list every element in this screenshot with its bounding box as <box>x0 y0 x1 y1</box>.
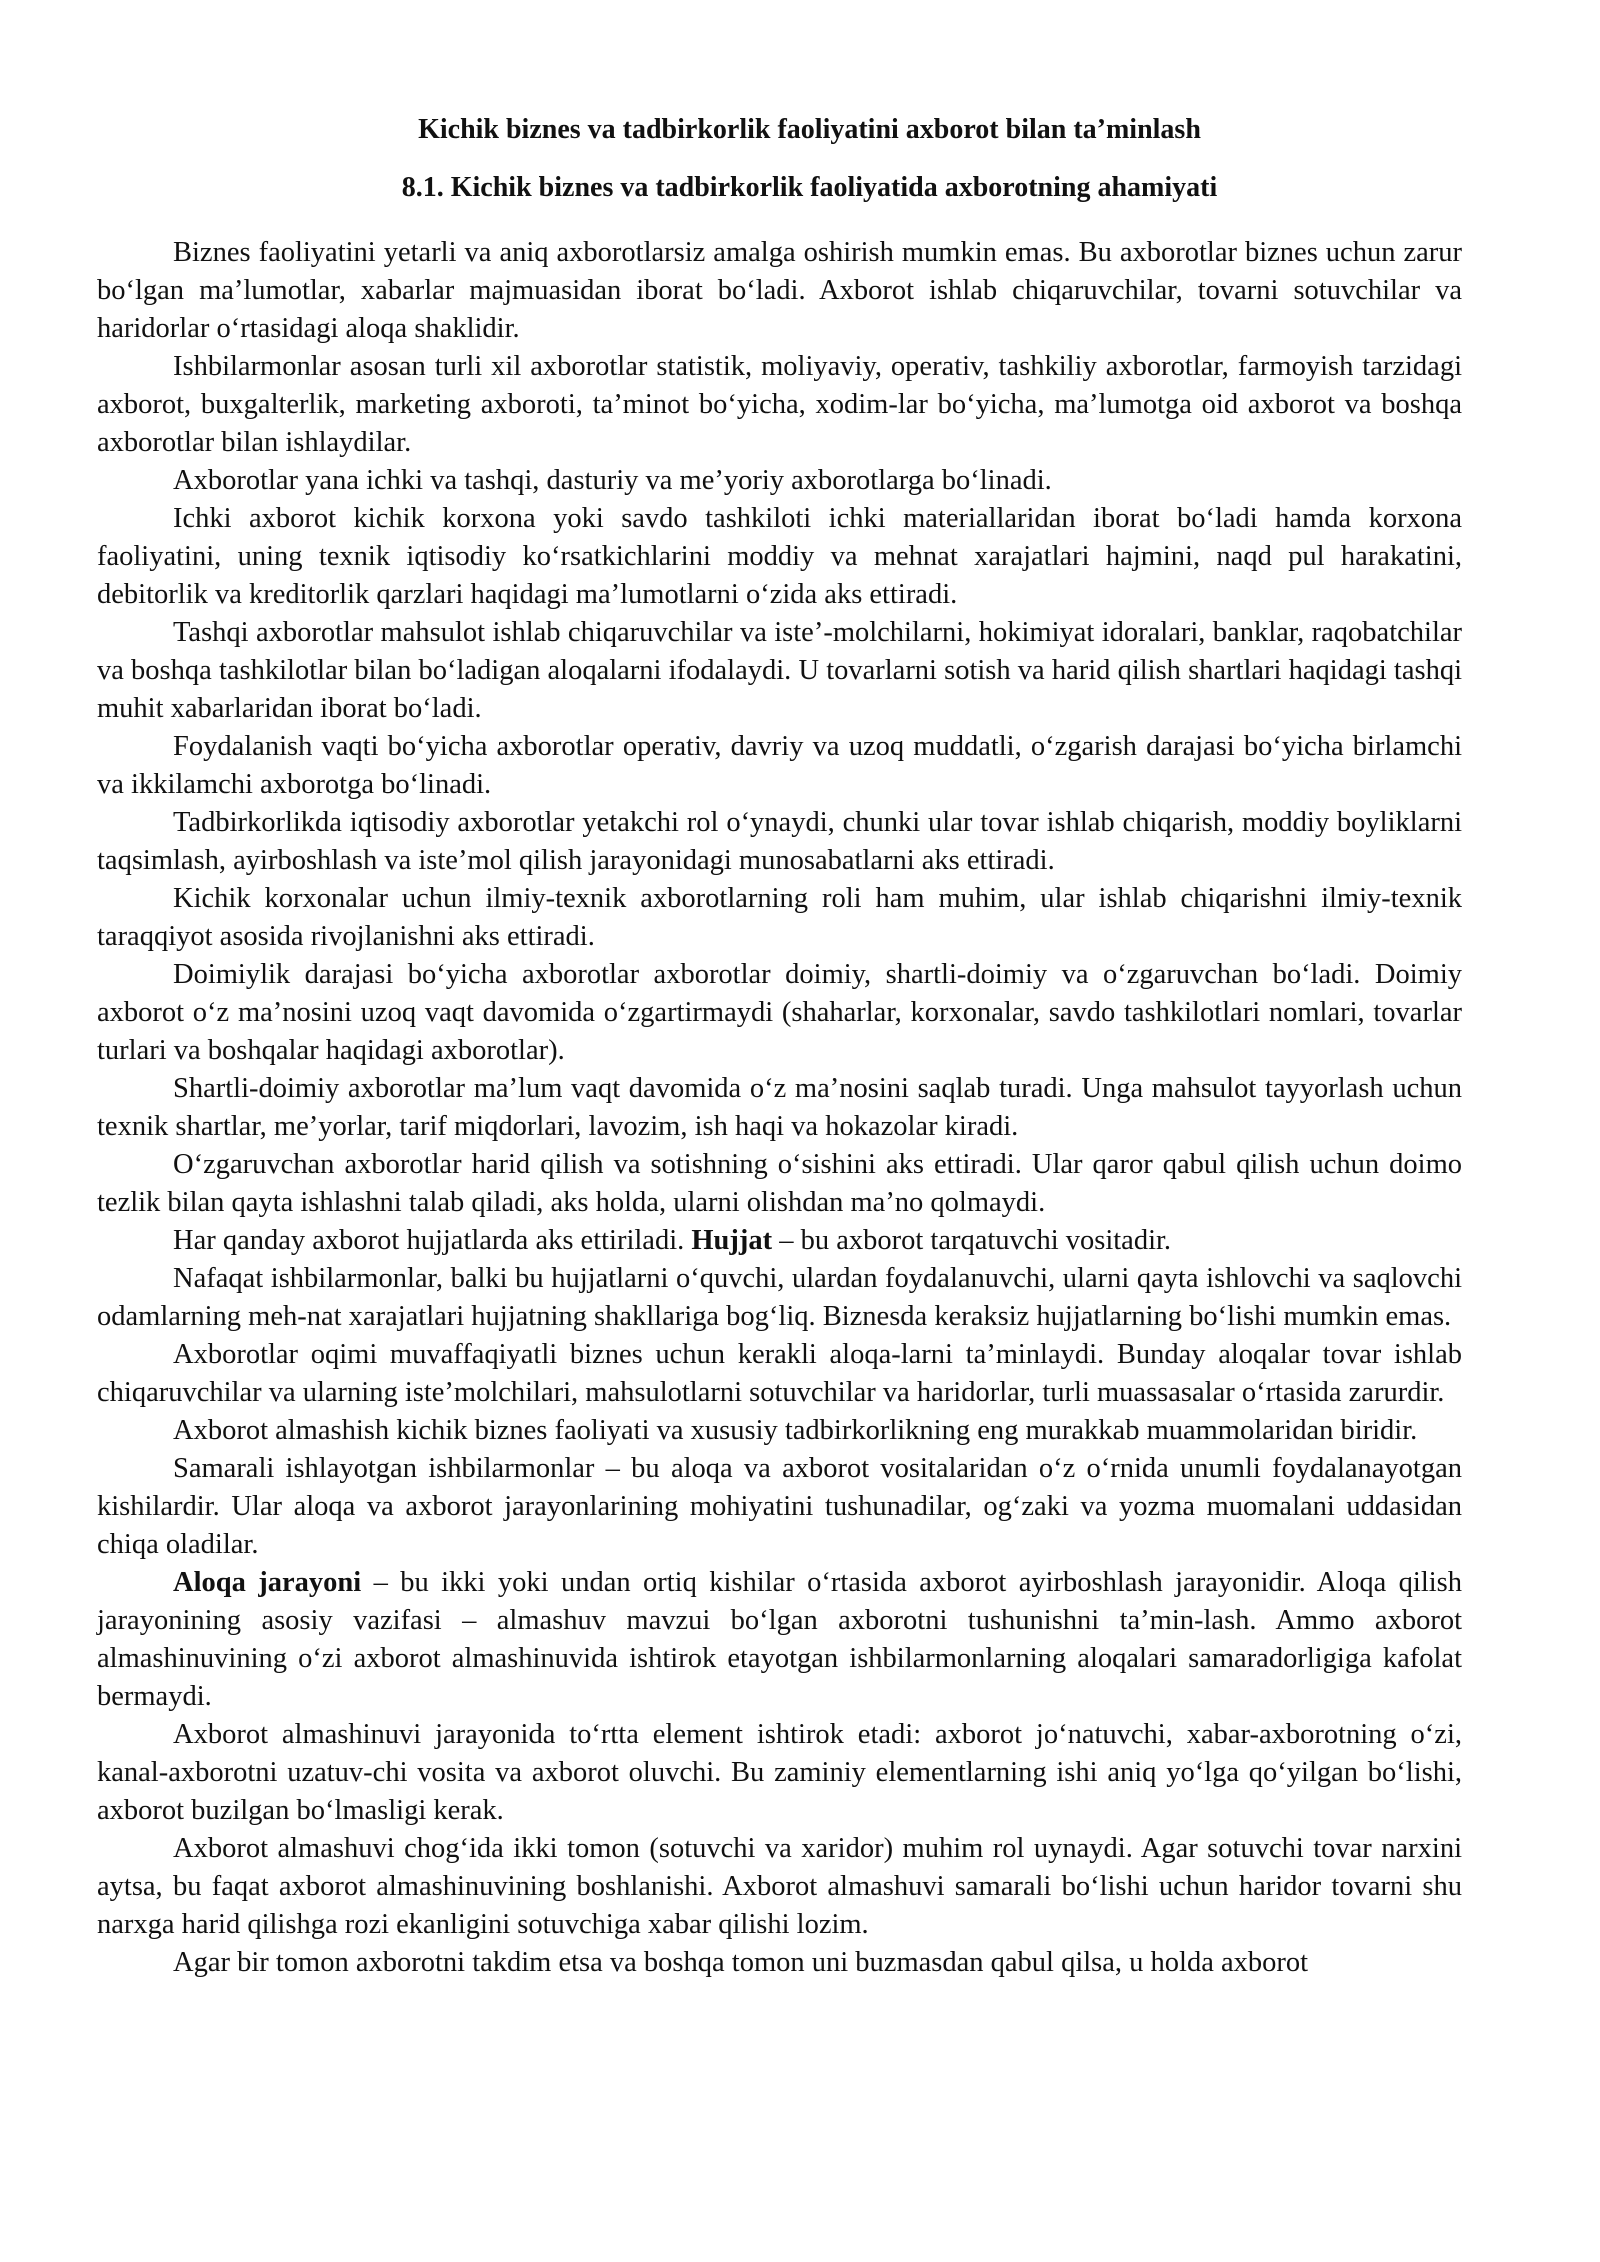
paragraph: Doimiylik darajasi bo‘yicha axborotlar axborotlar doimiy, shartli-doimiy va o‘zgaruvchan bo‘ladi. Doimiy axborot o‘z ma’nosini uzoq vaqt davomida o‘zgartirmaydi (shaharlar, korxonalar, savdo tashkilotlari nomlari, tovarlar turlari va boshqalar haqidagi axborotlar). <box>97 959 1462 1066</box>
paragraph: Ishbilarmonlar asosan turli xil axborotlar statistik, moliyaviy, operativ, tashkiliy axborotlar, farmoyish tarzidagi axborot, buxgalterlik, marketing axboroti, ta’minot bo‘yicha, xodim-lar bo‘yicha, ma’lumotga oid axborot va boshqa axborotlar bilan ishlaydilar. <box>97 351 1462 458</box>
paragraph: Axborot almashuvi chog‘ida ikki tomon (sotuvchi va xaridor) muhim rol uynaydi. Agar sotuvchi tovar narxini aytsa, bu faqat axborot almashinuvining boshlanishi. Axborot almashuvi samarali bo‘lishi uchun haridor tovarni shu narxga harid qilishga rozi ekanligini sotuvchiga xabar qilishi lozim. <box>97 1833 1462 1940</box>
paragraph: Biznes faoliyatini yetarli va aniq axborotlarsiz amalga oshirish mumkin emas. Bu axborotlar biznes uchun zarur bo‘lgan ma’lumotlar, xabarlar majmuasidan iborat bo‘ladi. Axborot ishlab chiqaruvchilar, tovarni sotuvchilar va haridorlar o‘rtasidagi aloqa shaklidir. <box>97 237 1462 344</box>
paragraph: Axborotlar yana ichki va tashqi, dasturiy va me’yoriy axborotlarga bo‘linadi. <box>173 465 1052 496</box>
paragraph: Axborot almashish kichik biznes faoliyati va xususiy tadbirkorlikning eng murakkab muammolaridan biridir. <box>173 1415 1418 1446</box>
paragraph: O‘zgaruvchan axborotlar harid qilish va sotishning o‘sishini aks ettiradi. Ular qaror qabul qilish uchun doimo tezlik bilan qayta ishlashni talab qiladi, aks holda, ularni olishdan ma’no qolmaydi. <box>97 1149 1462 1218</box>
paragraph-aloqa-jarayoni <box>97 1564 1462 1716</box>
paragraph: Shartli-doimiy axborotlar ma’lum vaqt davomida o‘z ma’nosini saqlab turadi. Unga mahsulot tayyorlash uchun texnik shartlar, me’yorlar, tarif miqdorlari, lavozim, ish haqi va hokazolar kiradi. <box>97 1073 1462 1142</box>
paragraph: Agar bir tomon axborotni takdim etsa va boshqa tomon uni buzmasdan qabul qilsa, u holda axborot <box>173 1947 1309 1978</box>
paragraph: Axborot almashinuvi jarayonida to‘rtta element ishtirok etadi: axborot jo‘natuvchi, xabar-axborotning o‘zi, kanal-axborotni uzatuv-chi vosita va axborot oluvchi. Bu zaminiy elementlarning ishi aniq yo‘lga qo‘yilgan bo‘lishi, axborot buzilgan bo‘lmasligi kerak. <box>97 1719 1462 1826</box>
term-aloqa-jarayoni: Aloqa jarayoni <box>173 1567 362 1598</box>
paragraph: Nafaqat ishbilarmonlar, balki bu hujjatlarni o‘quvchi, ulardan foydalanuvchi, ularni qayta ishlovchi va saqlovchi odamlarning meh-nat xarajatlari hujjatning shakllariga bog‘liq. Biznesda keraksiz hujjatlarning bo‘lishi mumkin emas. <box>97 1263 1462 1332</box>
paragraph: Tadbirkorlikda iqtisodiy axborotlar yetakchi rol o‘ynaydi, chunki ular tovar ishlab chiqarish, moddiy boyliklarni taqsimlash, ayirboshlash va iste’mol qilish jarayonidagi munosabatlarni aks ettiradi. <box>97 807 1462 876</box>
paragraph-text: – bu axborot tarqatuvchi vositadir. <box>772 1225 1172 1256</box>
paragraph-text: Har qanday axborot hujjatlarda aks ettiriladi. <box>173 1225 692 1256</box>
paragraph: Tashqi axborotlar mahsulot ishlab chiqaruvchilar va iste’-molchilarni, hokimiyat idoralari, banklar, raqobatchilar va boshqa tashkilotlar bilan bo‘ladigan aloqalarni ifodalaydi. U tovarlarni sotish va harid qilish shartlari haqidagi tashqi muhit xabarlaridan iborat bo‘ladi. <box>97 617 1462 724</box>
paragraph: Foydalanish vaqti bo‘yicha axborotlar operativ, davriy va uzoq muddatli, o‘zgarish darajasi bo‘yicha birlamchi va ikkilamchi axborotga bo‘linadi. <box>97 731 1462 800</box>
paragraph: Axborotlar oqimi muvaffaqiyatli biznes uchun kerakli aloqa-larni ta’minlaydi. Bunday aloqalar tovar ishlab chiqaruvchilar va ularning iste’molchilari, mahsulotlarni sotuvchilar va haridorlar, turli muassasalar o‘rtasida zarurdir. <box>97 1339 1462 1408</box>
document-body <box>97 112 1462 1982</box>
term-hujjat: Hujjat <box>691 1225 773 1256</box>
section-heading: 8.1. Kichik biznes va tadbirkorlik faoliyatida axborotning ahamiyati <box>401 172 1218 203</box>
document-title: Kichik biznes va tadbirkorlik faoliyatini axborot bilan ta’minlash <box>418 114 1201 145</box>
paragraph: Kichik korxonalar uchun ilmiy-texnik axborotlarning roli ham muhim, ular ishlab chiqarishni ilmiy-texnik taraqqiyot asosida rivojlanishni aks ettiradi. <box>97 883 1462 952</box>
paragraph-text: – bu ikki yoki undan ortiq kishilar o‘rtasida axborot ayirboshlash jarayonidir. Aloqa qilish jarayonining asosiy vazifasi – almashuv mavzui bo‘lgan axborotni tushunishni ta’min-lash. Ammo axborot almashinuvining o‘zi axborot almashinuvida ishtirok etayotgan ishbilarmonlarning aloqalari samaradorligiga kafolat bermaydi. <box>97 1567 1462 1712</box>
paragraph-hujjat <box>97 1222 1462 1260</box>
paragraph: Ichki axborot kichik korxona yoki savdo tashkiloti ichki materiallaridan iborat bo‘ladi hamda korxona faoliyatini, uning texnik iqtisodiy ko‘rsatkichlarini moddiy va mehnat xarajatlari hajmini, naqd pul harakatini, debitorlik va kreditorlik qarzlari haqidagi ma’lumotlarni o‘zida aks ettiradi. <box>97 503 1462 610</box>
paragraph: Samarali ishlayotgan ishbilarmonlar – bu aloqa va axborot vositalaridan o‘z o‘rnida unumli foydalanayotgan kishilardir. Ular aloqa va axborot jarayonlarining mohiyatini tushunadilar, og‘zaki va yozma muomalani uddasidan chiqa oladilar. <box>97 1453 1462 1560</box>
